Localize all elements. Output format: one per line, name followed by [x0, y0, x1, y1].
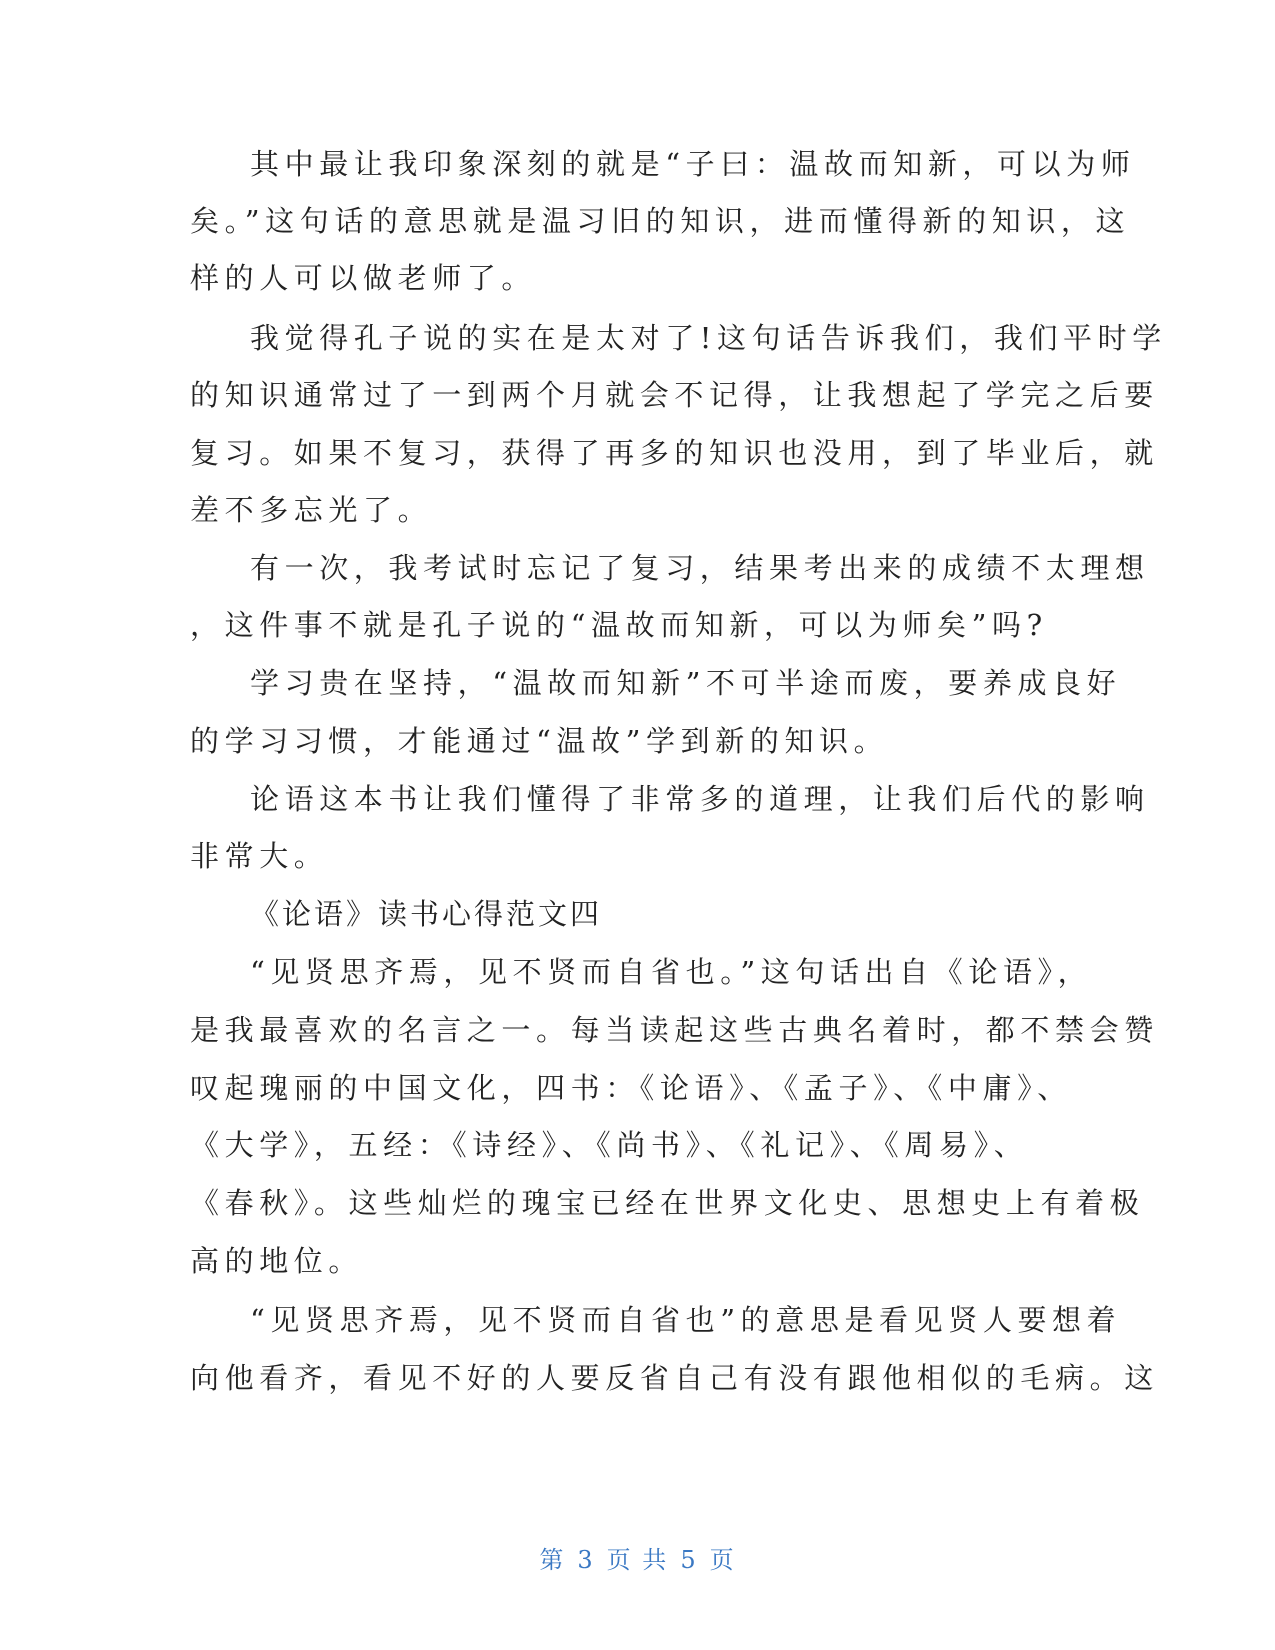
text-line: 矣。”这句话的意思就是温习旧的知识，进而懂得新的知识，这 [190, 204, 1131, 238]
page-footer [0, 1540, 1275, 1575]
text-line: 《大学》，五经：《诗经》、《尚书》、《礼记》、《周易》、 [190, 1128, 1029, 1162]
text-line: 复习。如果不复习，获得了再多的知识也没用，到了毕业后，就 [190, 436, 1159, 470]
text-line: “见贤思齐焉，见不贤而自省也。”这句话出自《论语》， [250, 955, 1093, 989]
text-line: 向他看齐，看见不好的人要反省自己有没有跟他相似的毛病。这 [190, 1361, 1159, 1395]
footer-prefix: 第 [539, 1546, 566, 1574]
text-line: 其中最让我印象深刻的就是“子曰：温故而知新，可以为师 [250, 147, 1136, 181]
text-line: 样的人可以做老师了。 [190, 261, 537, 295]
text-line: 的学习习惯，才能通过“温故”学到新的知识。 [190, 724, 889, 758]
footer-suffix: 页 [709, 1546, 736, 1574]
text-line: 《春秋》。这些灿烂的瑰宝已经在世界文化史、思想史上有着极 [190, 1186, 1145, 1220]
text-line: 的知识通常过了一到两个月就会不记得，让我想起了学完之后要 [190, 378, 1159, 412]
text-line: 有一次，我考试时忘记了复习，结果考出来的成绩不太理想 [250, 551, 1150, 585]
text-line: 我觉得孔子说的实在是太对了!这句话告诉我们，我们平时学 [250, 321, 1167, 355]
footer-mid: 页 共 [606, 1546, 669, 1574]
section-heading: 《论语》读书心得范文四 [250, 897, 603, 931]
page-number: 3 [577, 1546, 595, 1574]
text-line: 非常大。 [190, 839, 329, 873]
text-line: 差不多忘光了。 [190, 493, 433, 527]
total-pages: 5 [680, 1546, 698, 1574]
text-line: ，这件事不就是孔子说的“温故而知新，可以为师矣”吗? [190, 608, 1048, 642]
text-line: 是我最喜欢的名言之一。每当读起这些古典名着时，都不禁会赞 [190, 1013, 1159, 1047]
text-line: 学习贵在坚持，“温故而知新”不可半途而废，要养成良好 [250, 666, 1122, 700]
text-line: 论语这本书让我们懂得了非常多的道理，让我们后代的影响 [250, 782, 1150, 816]
text-line: “见贤思齐焉，见不贤而自省也”的意思是看见贤人要想着 [250, 1303, 1122, 1337]
text-line: 高的地位。 [190, 1244, 364, 1278]
text-line: 叹起瑰丽的中国文化，四书：《论语》、《孟子》、《中庸》、 [190, 1071, 1072, 1105]
